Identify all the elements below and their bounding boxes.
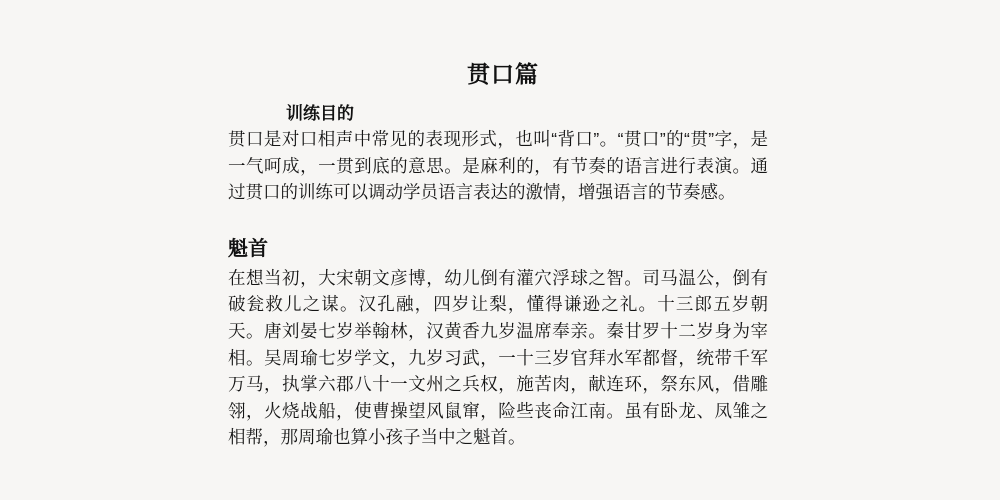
section-divider: [228, 206, 768, 232]
section-heading-kuishou: 魁首: [228, 237, 268, 260]
page-title: 贯口篇: [467, 61, 539, 87]
section-heading-training-purpose: 训练目的: [286, 104, 354, 123]
document-content: [228, 56, 768, 451]
section-body-kuishou: 在想当初，大宋朝文彦博，幼儿倒有灌穴浮球之智。司马温公，倒有破瓮救儿之谋。汉孔融，四岁让梨，懂得谦逊之礼。十三郎五岁朝天。唐刘晏七岁举翰林，汉黄香九岁温席奉亲。秦甘罗十二岁身为宰相。吴周瑜七岁学文，九岁习武，一十三岁官拜水军都督，统带千军万马，执掌六郡八十一文州之兵权，施苦肉，献连环，祭东风，借雕翎，火烧战船，使曹操望风鼠窜，险些丧命江南。虽有卧龙、凤雏之相帮，那周瑜也算小孩子当中之魁首。: [228, 267, 768, 448]
section-body-training-purpose: 贯口是对口相声中常见的表现形式，也叫“背口”。“贯口”的“贯”字，是一气呵成，一贯到底的意思。是麻利的，有节奏的语言进行表演。通过贯口的训练可以调动学员语言表达的激情，增强语言的节奏感。: [228, 129, 768, 203]
